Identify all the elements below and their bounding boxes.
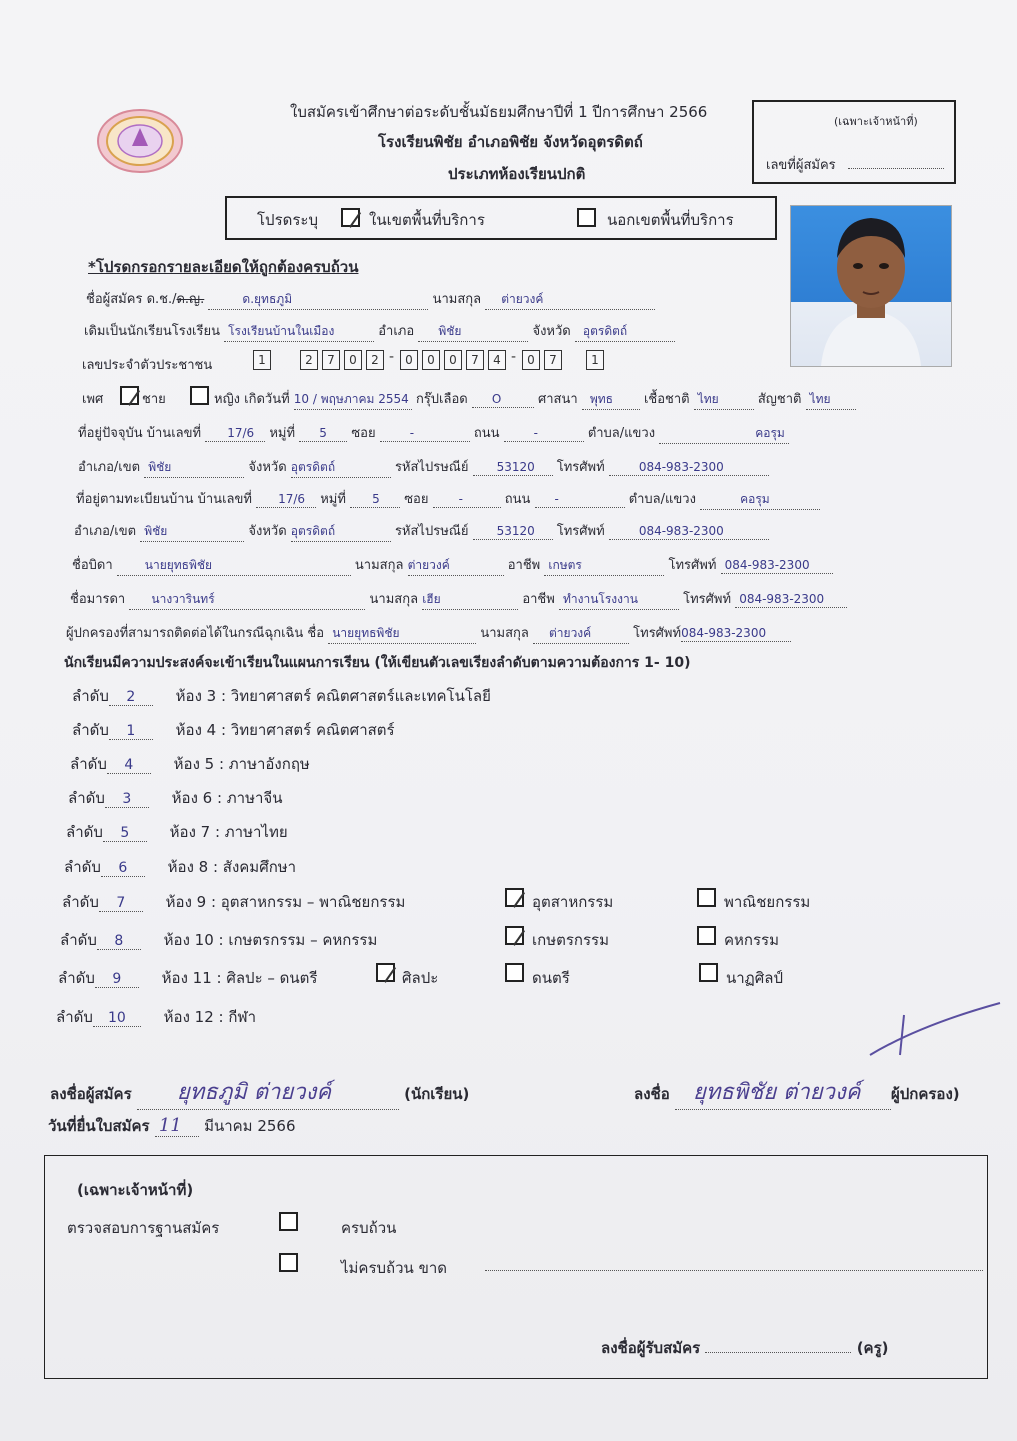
prev-school-field[interactable] [224, 322, 374, 342]
birth-label: เกิดวันที่ [244, 392, 290, 407]
addr-reg-label: ที่อยู่ตามทะเบียนบ้าน บ้านเลขที่ [76, 492, 252, 507]
applicant-signature-row [50, 1074, 469, 1110]
name-field[interactable] [208, 290, 428, 310]
plan-row [56, 1005, 256, 1029]
plan-row [58, 966, 317, 990]
id-separator: - [511, 349, 517, 365]
reg-district-field[interactable] [140, 522, 244, 542]
phone-field[interactable] [609, 460, 769, 476]
province-field[interactable] [575, 322, 675, 342]
date-rest: มีนาคม 2566 [204, 1117, 296, 1135]
mother-surname-value: เฮีย [422, 592, 441, 606]
father-phone-field[interactable] [721, 558, 833, 574]
female-checkbox[interactable] [190, 386, 209, 405]
registered-district-row [74, 520, 769, 542]
mother-job-label: อาชีพ [522, 592, 555, 607]
id-separator: - [389, 349, 395, 365]
name-value: ด.ยุทธภูมิ [242, 292, 293, 306]
order-label: ลำดับ [60, 931, 97, 949]
class-type: ประเภทห้องเรียนปกติ [448, 165, 586, 183]
reg-province-value: อุตรดิตถ์ [290, 524, 336, 538]
mother-surname-label: นามสกุล [369, 592, 419, 607]
rank-value: 8 [114, 933, 124, 949]
reg-moo-value: 5 [372, 492, 380, 506]
incomplete-checkbox[interactable] [279, 1253, 298, 1272]
district-field[interactable] [418, 322, 528, 342]
art-label: ศิลปะ [402, 969, 439, 987]
date-day: 11 [158, 1115, 182, 1136]
dance-label: นาฏศิลป์ [726, 969, 783, 987]
blood-field[interactable] [472, 392, 534, 408]
industry-label: อุตสาหกรรม [532, 893, 614, 911]
room-label: ห้อง 9 : อุตสาหกรรม – พาณิชยกรรม [165, 893, 406, 911]
zone-label: โปรดระบุ [257, 211, 319, 229]
reg-house-no-field[interactable] [256, 492, 316, 508]
rank-value: 3 [122, 791, 132, 807]
guardian-phone-field[interactable] [681, 626, 791, 642]
room-label: ห้อง 10 : เกษตรกรรม – คหกรรม [163, 931, 378, 949]
name-struck: ด.ญ. [176, 292, 205, 307]
music-label: ดนตรี [532, 969, 570, 987]
receiver-label: ลงชื่อผู้รับสมัคร [601, 1339, 701, 1357]
province2-label: จังหวัด [248, 460, 287, 475]
phone-value: 084-983-2300 [638, 460, 724, 474]
agriculture-label: เกษตรกรรม [532, 931, 609, 949]
father-job-field[interactable] [544, 556, 664, 576]
father-label: ชื่อบิดา [72, 558, 113, 573]
reg-soi-label: ซอย [404, 492, 429, 507]
father-surname-label: นามสกุล [354, 558, 404, 573]
rank-value: 7 [116, 895, 126, 911]
father-row [72, 554, 833, 576]
order-label: ลำดับ [68, 789, 105, 807]
staff-only-box [752, 100, 956, 184]
prev-school-row [84, 320, 675, 342]
birth-row [214, 388, 856, 410]
reg-district-label: อำเภอ/เขต [74, 524, 137, 539]
race-value: ไทย [697, 392, 719, 406]
order-label: ลำดับ [56, 1008, 93, 1026]
district-value: พิชัย [438, 324, 462, 338]
rank-value: 6 [118, 860, 128, 876]
rank-value: 9 [112, 971, 122, 987]
house-no-field[interactable] [205, 426, 265, 442]
birth-field[interactable] [294, 390, 412, 410]
plan-row [64, 855, 296, 879]
id-digit[interactable]: 2 [366, 350, 384, 370]
rank-value: 1 [126, 723, 136, 739]
home-economics-checkbox[interactable] [697, 926, 716, 945]
rank-field[interactable] [107, 755, 151, 774]
receiver-row [601, 1336, 889, 1360]
guardian-role-label: ผู้ปกครอง) [890, 1085, 960, 1103]
road-value: - [533, 426, 539, 440]
order-label: ลำดับ [70, 755, 107, 773]
road-label: ถนน [473, 426, 500, 441]
district2-field[interactable] [144, 458, 244, 478]
plan-row [70, 752, 310, 776]
art-checkbox[interactable] [376, 963, 395, 982]
subdistrict-label: ตำบล/แขวง [587, 426, 656, 441]
nationality-value: ไทย [809, 392, 831, 406]
surname-field[interactable] [485, 290, 655, 310]
reg-subdistrict-field[interactable] [700, 490, 820, 510]
province-label: จังหวัด [532, 324, 571, 339]
id-digit[interactable]: 0 [422, 350, 440, 370]
guardian-signature-row [634, 1074, 960, 1110]
blood-label: กรุ๊ปเลือด [415, 392, 468, 407]
reg-moo-label: หมู่ที่ [320, 492, 346, 507]
postal-field[interactable] [473, 460, 553, 476]
guardian-phone-value: 084-983-2300 [681, 626, 767, 640]
addr-now-label: ที่อยู่ปัจจุบัน บ้านเลขที่ [78, 426, 202, 441]
guardian-sign-label: ลงชื่อ [634, 1085, 670, 1103]
guardian-signature-field[interactable] [675, 1074, 891, 1110]
guardian-signature: ยุทธพิชัย ต่ายวงค์ [692, 1080, 861, 1105]
order-label: ลำดับ [72, 687, 109, 705]
current-address-row [78, 422, 789, 444]
father-job-label: อาชีพ [507, 558, 541, 573]
reg-road-field[interactable] [535, 492, 625, 508]
surname-label: นามสกุล [432, 292, 482, 307]
industry-checkbox[interactable] [505, 888, 524, 907]
music-checkbox[interactable] [505, 963, 524, 982]
rank-value: 4 [124, 757, 134, 773]
reg-soi-value: - [458, 492, 463, 506]
nationality-label: สัญชาติ [757, 392, 802, 407]
room-label: ห้อง 3 : วิทยาศาสตร์ คณิตศาสตร์และเทคโนโลยี [175, 687, 491, 705]
reg-phone-label: โทรศัพท์ [556, 524, 605, 539]
district2-label: อำเภอ/เขต [78, 460, 141, 475]
race-label: เชื้อชาติ [643, 392, 690, 407]
document-check-label: ตรวจสอบการฐานสมัคร [67, 1219, 220, 1237]
father-phone-value: 084-983-2300 [724, 558, 810, 572]
zone-in-label: ในเขตพื้นที่บริการ [369, 211, 485, 229]
postal-value: 53120 [496, 460, 535, 474]
mother-job-field[interactable] [559, 590, 679, 610]
reg-phone-field[interactable] [609, 524, 769, 540]
soi-label: ซอย [351, 426, 376, 441]
reg-house-no-value: 17/6 [278, 492, 306, 506]
mother-phone-value: 084-983-2300 [739, 592, 825, 606]
religion-label: ศาสนา [537, 392, 578, 407]
room-label: ห้อง 7 : ภาษาไทย [169, 823, 288, 841]
father-phone-label: โทรศัพท์ [668, 558, 717, 573]
id-digit[interactable]: 4 [488, 350, 506, 370]
signature-flourish [860, 995, 1010, 1065]
reg-soi-field[interactable] [433, 492, 501, 508]
guardian-surname-field[interactable] [533, 624, 629, 644]
plan-row [60, 928, 377, 952]
mother-surname-field[interactable] [422, 590, 518, 610]
receiver-signature-field[interactable] [705, 1352, 851, 1353]
mother-phone-label: โทรศัพท์ [683, 592, 732, 607]
applicant-signature: ยุทธภูมิ ต่ายวงค์ [176, 1080, 332, 1105]
room-label: ห้อง 6 : ภาษาจีน [171, 789, 283, 807]
male-label: ชาย [142, 392, 166, 407]
id-digit[interactable]: 0 [522, 350, 540, 370]
reg-province-label: จังหวัด [248, 524, 287, 539]
district-label: อำเภอ [378, 324, 415, 339]
province2-field[interactable] [291, 458, 391, 478]
moo-field[interactable] [299, 426, 347, 442]
rank-field[interactable] [97, 931, 141, 950]
religion-value: พุทธ [589, 392, 613, 406]
reg-postal-field[interactable] [473, 524, 553, 540]
current-district-row [78, 456, 769, 478]
id-label: เลขประจำตัวประชาชน [82, 358, 213, 373]
phone-label: โทรศัพท์ [556, 460, 605, 475]
mother-label: ชื่อมารดา [70, 592, 126, 607]
plan-row [68, 786, 282, 810]
guardian-phone-label: โทรศัพท์ [633, 626, 682, 641]
id-digit[interactable]: 7 [322, 350, 340, 370]
missing-items-field[interactable] [485, 1270, 983, 1271]
rank-field[interactable] [95, 969, 139, 988]
id-digit[interactable]: 0 [400, 350, 418, 370]
mother-name-value: นางวารินทร์ [151, 592, 215, 606]
staff-verification-box [44, 1155, 988, 1379]
postal-label: รหัสไปรษณีย์ [394, 460, 469, 475]
father-surname-value: ต่ายวงค์ [407, 558, 450, 572]
form-title: ใบสมัครเข้าศึกษาต่อระดับชั้นมัธยมศึกษาปีที่ 1 ปีการศึกษา 2566 [290, 103, 708, 121]
order-label: ลำดับ [66, 823, 103, 841]
plan-row [66, 820, 288, 844]
submit-date-row [48, 1114, 296, 1138]
registered-address-row [76, 488, 820, 510]
guardian-label: ผู้ปกครองที่สามารถติดต่อได้ในกรณีฉุกเฉิน ชื่อ [66, 626, 325, 641]
staff-title: (เฉพาะเจ้าหน้าที่) [77, 1181, 194, 1199]
staff-box-title: (เฉพาะเจ้าหน้าที่) [834, 115, 918, 128]
complete-label: ครบถ้วน [341, 1219, 397, 1237]
plan-row [72, 684, 491, 708]
school-logo [96, 108, 184, 174]
prev-school-label: เดิมเป็นนักเรียนโรงเรียน [84, 324, 220, 339]
complete-checkbox[interactable] [279, 1212, 298, 1231]
province-value: อุตรดิตถ์ [582, 324, 628, 338]
subdistrict-value: คอรุม [755, 426, 785, 440]
commerce-label: พาณิชยกรรม [724, 893, 811, 911]
school-name: โรงเรียนพิชัย อำเภอพิชัย จังหวัดอุตรดิตถ์ [378, 133, 643, 151]
applicant-signature-field[interactable] [137, 1074, 399, 1110]
reg-postal-label: รหัสไปรษณีย์ [394, 524, 469, 539]
zone-out-checkbox[interactable] [577, 208, 596, 227]
reg-province-field[interactable] [291, 522, 391, 542]
guardian-surname-label: นามสกุล [480, 626, 529, 641]
rank-value: 5 [120, 825, 130, 841]
moo-label: หมู่ที่ [269, 426, 296, 441]
reg-road-value: - [554, 492, 559, 506]
house-no-value: 17/6 [227, 426, 255, 440]
applicant-no-label: เลขที่ผู้สมัคร [766, 158, 836, 173]
moo-value: 5 [319, 426, 327, 440]
male-checkbox[interactable] [120, 386, 139, 405]
id-digit[interactable]: 7 [466, 350, 484, 370]
reg-district-value: พิชัย [144, 524, 168, 538]
nationality-field[interactable] [806, 390, 856, 410]
female-label: หญิง [214, 392, 240, 407]
father-name-field[interactable] [117, 556, 351, 576]
zone-out-label: นอกเขตพื้นที่บริการ [607, 211, 734, 229]
name-label: ชื่อผู้สมัคร ด.ช./ [86, 292, 177, 307]
soi-value: - [409, 426, 415, 440]
mother-phone-field[interactable] [735, 592, 847, 608]
room-label: ห้อง 5 : ภาษาอังกฤษ [173, 755, 310, 773]
subdistrict-field[interactable] [659, 424, 789, 444]
blood-value: O [491, 392, 502, 406]
rank-value: 10 [107, 1010, 126, 1026]
zone-selection-box [225, 196, 777, 240]
religion-field[interactable] [582, 390, 640, 410]
guardian-surname-value: ต่ายวงค์ [549, 626, 592, 640]
id-digit[interactable]: 0 [444, 350, 462, 370]
applicant-sign-label: ลงชื่อผู้สมัคร [50, 1085, 132, 1103]
home-economics-label: คหกรรม [724, 931, 780, 949]
rank-value: 2 [126, 689, 136, 705]
reg-phone-value: 084-983-2300 [638, 524, 724, 538]
plan-row [62, 890, 405, 914]
rank-field[interactable] [101, 858, 145, 877]
father-job-value: เกษตร [548, 558, 582, 572]
id-digit[interactable]: 0 [344, 350, 362, 370]
agriculture-checkbox[interactable] [505, 926, 524, 945]
plan-heading: นักเรียนมีความประสงค์จะเข้าเรียนในแผนการเรียน (ให้เขียนตัวเลขเรียงลำดับตามความต้องการ 1- 10) [64, 655, 691, 671]
rank-field[interactable] [103, 823, 147, 842]
zone-in-checkbox[interactable] [341, 208, 360, 227]
id-digit[interactable]: 1 [253, 350, 271, 370]
plan-row [72, 718, 395, 742]
mother-job-value: ทำงานโรงงาน [562, 592, 638, 606]
incomplete-label: ไม่ครบถ้วน ขาด [341, 1259, 447, 1277]
student-label: (นักเรียน) [404, 1085, 470, 1103]
room-label: ห้อง 12 : กีฬา [163, 1008, 257, 1026]
date-label: วันที่ยื่นใบสมัคร [48, 1117, 150, 1135]
race-field[interactable] [694, 390, 754, 410]
reg-subdistrict-label: ตำบล/แขวง [628, 492, 696, 507]
id-digit[interactable]: 7 [544, 350, 562, 370]
father-surname-field[interactable] [408, 556, 504, 576]
guardian-row [66, 622, 791, 644]
reg-road-label: ถนน [504, 492, 531, 507]
order-label: ลำดับ [62, 893, 99, 911]
order-label: ลำดับ [72, 721, 109, 739]
prev-school-value: โรงเรียนบ้านในเมือง [228, 324, 335, 338]
portrait-image [791, 206, 951, 366]
reg-subdistrict-value: คอรุม [740, 492, 770, 506]
rank-field[interactable] [99, 893, 143, 912]
guardian-name-value: นายยุทธพิชัย [332, 626, 400, 640]
room-label: ห้อง 4 : วิทยาศาสตร์ คณิตศาสตร์ [175, 721, 395, 739]
father-name-value: นายยุทธพิชัย [144, 558, 213, 572]
rank-field[interactable] [105, 789, 149, 808]
surname-value: ต่ายวงค์ [501, 292, 544, 306]
order-label: ลำดับ [58, 969, 95, 987]
reg-moo-field[interactable] [350, 492, 400, 508]
birth-value: 10 / พฤษภาคม 2554 [293, 392, 409, 406]
mother-row [70, 588, 847, 610]
instruction-text: *โปรดกรอกรายละเอียดให้ถูกต้องครบถ้วน [88, 258, 359, 276]
gender-label: เพศ [82, 392, 104, 407]
date-day-field[interactable] [155, 1115, 199, 1137]
order-label: ลำดับ [64, 858, 101, 876]
reg-postal-value: 53120 [496, 524, 535, 538]
guardian-name-field[interactable] [328, 624, 476, 644]
dance-checkbox[interactable] [699, 963, 718, 982]
soi-field[interactable] [380, 426, 470, 442]
id-digit[interactable]: 2 [300, 350, 318, 370]
applicant-photo [790, 205, 952, 367]
province2-value: อุตรดิตถ์ [290, 460, 336, 474]
applicant-name-row [86, 288, 655, 310]
room-label: ห้อง 8 : สังคมศึกษา [167, 858, 297, 876]
rank-field[interactable] [109, 721, 153, 740]
room-label: ห้อง 11 : ศิลปะ – ดนตรี [161, 969, 318, 987]
applicant-no-field[interactable] [848, 168, 944, 169]
teacher-label: (ครู) [856, 1339, 889, 1357]
road-field[interactable] [504, 426, 584, 442]
rank-field[interactable] [109, 687, 153, 706]
commerce-checkbox[interactable] [697, 888, 716, 907]
id-digit[interactable]: 1 [586, 350, 604, 370]
mother-name-field[interactable] [129, 590, 365, 610]
district2-value: พิชัย [148, 460, 172, 474]
rank-field[interactable] [93, 1008, 141, 1027]
